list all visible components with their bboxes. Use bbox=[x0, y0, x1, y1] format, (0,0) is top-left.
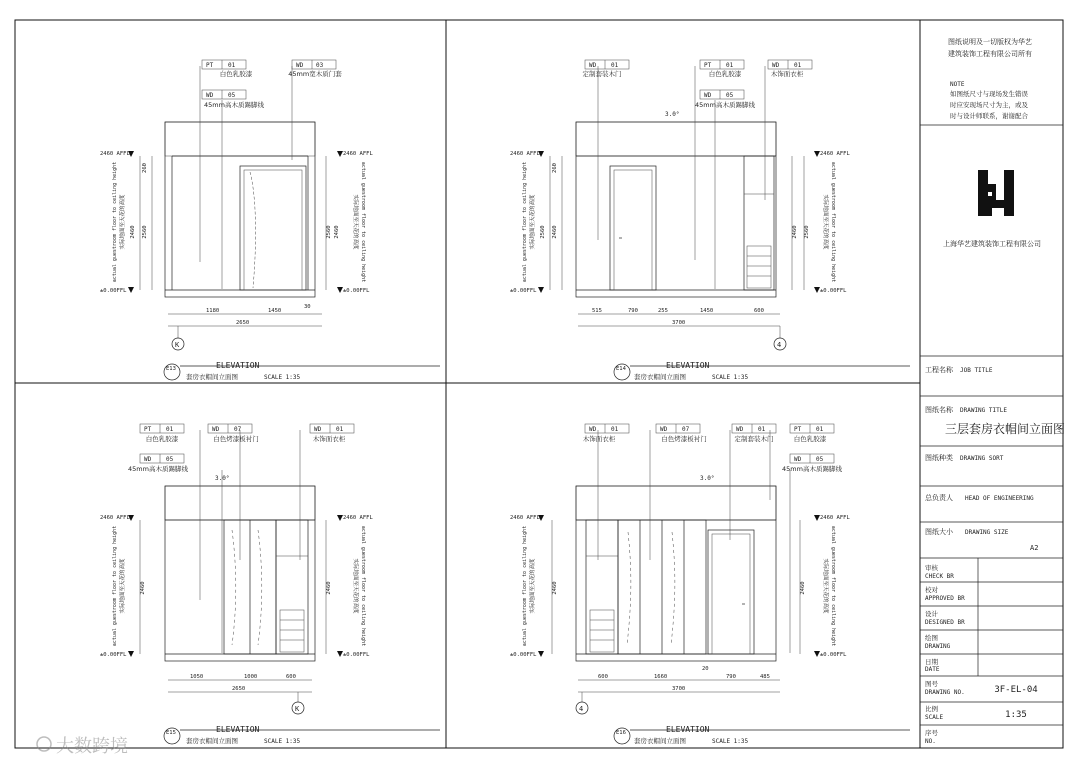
dim-bottom: 1180 bbox=[206, 308, 220, 314]
height-note-cn: 实际地面至天花的高度 bbox=[530, 194, 536, 250]
drawing-by-label-en: DRAWING bbox=[925, 643, 951, 650]
dim-bottom: 1000 bbox=[244, 674, 258, 680]
level-bottom: ±0.00FFL bbox=[343, 652, 370, 658]
size-label: 图纸大小 bbox=[925, 528, 953, 536]
drawing-no-value: 3F-EL-04 bbox=[994, 685, 1038, 695]
dim-right: 2560 bbox=[804, 225, 810, 239]
tag-num: 05 bbox=[816, 456, 824, 463]
tag-label: 白色乳胶漆 bbox=[793, 435, 827, 443]
level-bottom: ±0.00FFL bbox=[100, 288, 127, 294]
date-label-en: DATE bbox=[925, 666, 940, 673]
tag-num: 05 bbox=[726, 92, 734, 99]
dim-bottom: 600 bbox=[754, 308, 764, 314]
copyright-line-2: 建筑装饰工程有限公司所有 bbox=[948, 50, 1032, 58]
dim-bottom: 1050 bbox=[190, 674, 204, 680]
approved-label: 校对 bbox=[925, 586, 938, 594]
tag-num: 01 bbox=[816, 426, 824, 433]
tag-num: 01 bbox=[336, 426, 344, 433]
dim-left: 2460 bbox=[552, 581, 558, 595]
height-note-cn: 实际地面至天花的高度 bbox=[120, 558, 126, 614]
dim-total: 2650 bbox=[236, 320, 250, 326]
grid-label: K bbox=[295, 705, 300, 713]
level-bottom: ±0.00FFL bbox=[510, 288, 537, 294]
tag-num: 07 bbox=[234, 426, 242, 433]
elevation-id: E15 bbox=[166, 730, 176, 736]
elevation-E14 bbox=[510, 60, 910, 381]
tag-code: WD bbox=[144, 456, 152, 463]
level-top: 2460 AFFL bbox=[343, 151, 373, 157]
level-bottom: ±0.00FFL bbox=[510, 652, 537, 658]
designed-label-en: DESIGNED BR bbox=[925, 619, 965, 626]
drawing-title-value: 三层套房衣帽间立面图 bbox=[944, 422, 1066, 436]
grid-label: 4 bbox=[777, 341, 782, 349]
elevation-subtitle: 套房衣帽间立面图 bbox=[186, 373, 238, 381]
tag-label: 45mm宽木质门套 bbox=[288, 70, 342, 78]
check-label-en: CHECK BR bbox=[925, 573, 954, 580]
watermark-icon bbox=[37, 737, 51, 751]
level-top: 2460 AFFL bbox=[820, 151, 850, 157]
elevation-scale: SCALE 1:35 bbox=[264, 374, 301, 381]
dim-left: 2460 bbox=[140, 581, 146, 595]
tag-label: 45mm高木质踢脚线 bbox=[204, 101, 264, 109]
dim-bottom: 255 bbox=[658, 308, 668, 314]
size-label-en: DRAWING SIZE bbox=[965, 529, 1009, 536]
tag-num: 01 bbox=[611, 426, 619, 433]
elevation-subtitle: 套房衣帽间立面图 bbox=[634, 373, 686, 381]
date-label: 日期 bbox=[925, 658, 938, 666]
sheet-border bbox=[15, 20, 1066, 748]
tag-code: WD bbox=[772, 62, 780, 69]
title-block bbox=[920, 37, 1065, 745]
tag-code: WD bbox=[589, 426, 597, 433]
elevation-E13 bbox=[100, 60, 440, 381]
tag-label: 白色乳胶漆 bbox=[219, 70, 253, 78]
height-note-en: actual guestroom floor to ceiling height bbox=[360, 525, 366, 647]
height-note-cn: 实际地面至天花的高度 bbox=[822, 194, 828, 250]
elevation-E15 bbox=[100, 424, 440, 745]
tag-label: 木饰面衣柜 bbox=[770, 70, 804, 78]
tag-label: 白色烤漆板衬门 bbox=[213, 435, 259, 443]
tag-code: WD bbox=[314, 426, 322, 433]
elevation-label: ELEVATION bbox=[666, 725, 710, 734]
tag-num: 01 bbox=[726, 62, 734, 69]
tag-code: WD bbox=[736, 426, 744, 433]
tag-label: 45mm高木质踢脚线 bbox=[782, 465, 842, 473]
elevation-label: ELEVATION bbox=[216, 361, 260, 370]
elevation-scale: SCALE 1:35 bbox=[712, 374, 749, 381]
level-top: 2460 AFFL bbox=[100, 515, 130, 521]
tag-code: WD bbox=[589, 62, 597, 69]
dim-left: 2560 bbox=[142, 225, 148, 239]
dim-left: 260 bbox=[552, 163, 558, 173]
drawing-by-label: 绘图 bbox=[925, 634, 938, 642]
tag-label: 白色乳胶漆 bbox=[708, 70, 742, 78]
tag-num: 03 bbox=[316, 62, 324, 69]
height-note-cn: 实际地面至天花的高度 bbox=[352, 194, 358, 250]
height-note-en: actual guestroom floor to ceiling height bbox=[522, 525, 528, 647]
tag-code: PT bbox=[206, 62, 214, 69]
dim-bottom: 1660 bbox=[654, 674, 668, 680]
check-label: 审核 bbox=[925, 564, 938, 572]
tag-code: WD bbox=[660, 426, 668, 433]
grid-label: 4 bbox=[579, 705, 584, 713]
tag-code: PT bbox=[144, 426, 152, 433]
dim-right: 2560 bbox=[326, 225, 332, 239]
head-label-en: HEAD OF ENGINEERING bbox=[965, 495, 1034, 502]
scale-value: 1:35 bbox=[1005, 710, 1027, 720]
tag-num: 01 bbox=[794, 62, 802, 69]
tag-code: PT bbox=[704, 62, 712, 69]
angle-note: 3.0° bbox=[215, 475, 230, 482]
level-top: 2460 AFFL bbox=[343, 515, 373, 521]
height-note-en: actual guestroom floor to ceiling height bbox=[830, 525, 836, 647]
level-bottom: ±0.00FFL bbox=[343, 288, 370, 294]
drawing-title-label-en: DRAWING TITLE bbox=[960, 407, 1007, 414]
note-line-1: 如图纸尺寸与现场发生错误 bbox=[950, 90, 1028, 98]
elevation-subtitle: 套房衣帽间立面图 bbox=[186, 737, 238, 745]
level-top: 2460 AFFL bbox=[510, 515, 540, 521]
note-line-3: 时与设计师联系，谢谢配合 bbox=[950, 112, 1028, 120]
elevation-subtitle: 套房衣帽间立面图 bbox=[634, 737, 686, 745]
tag-label: 木饰面衣柜 bbox=[312, 435, 346, 443]
dim-bottom: 790 bbox=[726, 674, 736, 680]
dim-total: 3700 bbox=[672, 686, 686, 692]
dim-right: 2460 bbox=[800, 581, 806, 595]
size-value: A2 bbox=[1030, 544, 1039, 552]
level-bottom: ±0.00FFL bbox=[100, 652, 127, 658]
drawing-no-label-en: DRAWING NO. bbox=[925, 689, 965, 696]
watermark-text: 大数跨境 bbox=[56, 736, 128, 757]
dim-left: 2560 bbox=[540, 225, 546, 239]
height-note-en: actual guestroom floor to ceiling height bbox=[112, 161, 118, 283]
elevation-E16 bbox=[510, 424, 910, 745]
tag-code: WD bbox=[212, 426, 220, 433]
tag-num: 01 bbox=[611, 62, 619, 69]
dim-bottom: 485 bbox=[760, 674, 770, 680]
tag-label: 木饰面衣柜 bbox=[582, 435, 616, 443]
dim-bottom: 30 bbox=[304, 304, 311, 310]
tag-label: 定制套装木门 bbox=[734, 435, 774, 443]
tag-code: WD bbox=[206, 92, 214, 99]
dim-right: 2460 bbox=[326, 581, 332, 595]
dim-bottom: 600 bbox=[598, 674, 608, 680]
level-top: 2460 AFFL bbox=[510, 151, 540, 157]
note-title: NOTE bbox=[950, 81, 965, 88]
job-title-label: 工程名称 bbox=[925, 366, 953, 374]
serial-label-en: NO. bbox=[925, 738, 936, 745]
drawing-title-label: 图纸名称 bbox=[925, 406, 953, 414]
dim-left: 2460 bbox=[130, 225, 136, 239]
dim-total: 2650 bbox=[232, 686, 246, 692]
dim-left: 2460 bbox=[552, 225, 558, 239]
serial-label: 序号 bbox=[925, 729, 938, 737]
tag-code: WD bbox=[704, 92, 712, 99]
height-note-cn: 实际地面至天花的高度 bbox=[352, 558, 358, 614]
designed-label: 设计 bbox=[925, 610, 938, 618]
dim-bottom: 790 bbox=[628, 308, 638, 314]
company-name: 上海华艺建筑装饰工程有限公司 bbox=[943, 240, 1041, 248]
elevation-id: E14 bbox=[616, 366, 626, 372]
elevation-id: E13 bbox=[166, 366, 176, 372]
tag-num: 05 bbox=[228, 92, 236, 99]
company-logo bbox=[978, 170, 1014, 216]
dim-bottom: 600 bbox=[286, 674, 296, 680]
level-top: 2460 AFFL bbox=[820, 515, 850, 521]
elevation-id: E16 bbox=[616, 730, 626, 736]
level-bottom: ±0.00FFL bbox=[820, 288, 847, 294]
drawing-sort-label-en: DRAWING SORT bbox=[960, 455, 1004, 462]
height-note-cn: 实际地面至天花的高度 bbox=[120, 194, 126, 250]
dim-bottom: 20 bbox=[702, 666, 709, 672]
copyright-line-1: 图纸说明及一切版权为华艺 bbox=[948, 38, 1032, 46]
dim-bottom: 1450 bbox=[700, 308, 714, 314]
dim-bottom: 515 bbox=[592, 308, 602, 314]
angle-note: 3.0° bbox=[700, 475, 715, 482]
tag-label: 定制套装木门 bbox=[582, 70, 622, 78]
tag-num: 01 bbox=[166, 426, 174, 433]
height-note-cn: 实际地面至天花的高度 bbox=[822, 558, 828, 614]
drawing-sort-label: 图纸种类 bbox=[925, 454, 953, 462]
height-note-cn: 实际地面至天花的高度 bbox=[530, 558, 536, 614]
scale-label: 比例 bbox=[925, 705, 938, 713]
head-label: 总负责人 bbox=[925, 494, 953, 502]
tag-code: PT bbox=[794, 426, 802, 433]
tag-label: 45mm高木质踢脚线 bbox=[695, 101, 755, 109]
tag-label: 白色乳胶漆 bbox=[145, 435, 179, 443]
tag-code: WD bbox=[794, 456, 802, 463]
height-note-en: actual guestroom floor to ceiling height bbox=[360, 161, 366, 283]
tag-num: 01 bbox=[228, 62, 236, 69]
watermark bbox=[37, 736, 128, 757]
note-line-2: 时应安现场尺寸为主，或及 bbox=[950, 101, 1028, 109]
angle-note: 3.0° bbox=[665, 111, 680, 118]
elevation-scale: SCALE 1:35 bbox=[264, 738, 301, 745]
elevation-scale: SCALE 1:35 bbox=[712, 738, 749, 745]
tag-label: 白色烤漆板衬门 bbox=[661, 435, 707, 443]
grid-label: K bbox=[175, 341, 180, 349]
tag-num: 07 bbox=[682, 426, 690, 433]
level-bottom: ±0.00FFL bbox=[820, 652, 847, 658]
approved-label-en: APPROVED BR bbox=[925, 595, 965, 602]
elevation-label: ELEVATION bbox=[216, 725, 260, 734]
tag-num: 01 bbox=[758, 426, 766, 433]
job-title-label-en: JOB TITLE bbox=[960, 367, 993, 374]
elevation-label: ELEVATION bbox=[666, 361, 710, 370]
level-top: 2460 AFFL bbox=[100, 151, 130, 157]
dim-right: 2460 bbox=[334, 225, 340, 239]
dim-total: 3700 bbox=[672, 320, 686, 326]
tag-label: 45mm高木质踢脚线 bbox=[128, 465, 188, 473]
height-note-en: actual guestroom floor to ceiling height bbox=[522, 161, 528, 283]
height-note-en: actual guestroom floor to ceiling height bbox=[112, 525, 118, 647]
height-note-en: actual guestroom floor to ceiling height bbox=[830, 161, 836, 283]
dim-bottom: 1450 bbox=[268, 308, 282, 314]
dim-left: 260 bbox=[142, 163, 148, 173]
tag-code: WD bbox=[296, 62, 304, 69]
scale-label-en: SCALE bbox=[925, 714, 944, 721]
tag-num: 05 bbox=[166, 456, 174, 463]
dim-right: 2460 bbox=[792, 225, 798, 239]
drawing-no-label: 图号 bbox=[925, 680, 938, 688]
